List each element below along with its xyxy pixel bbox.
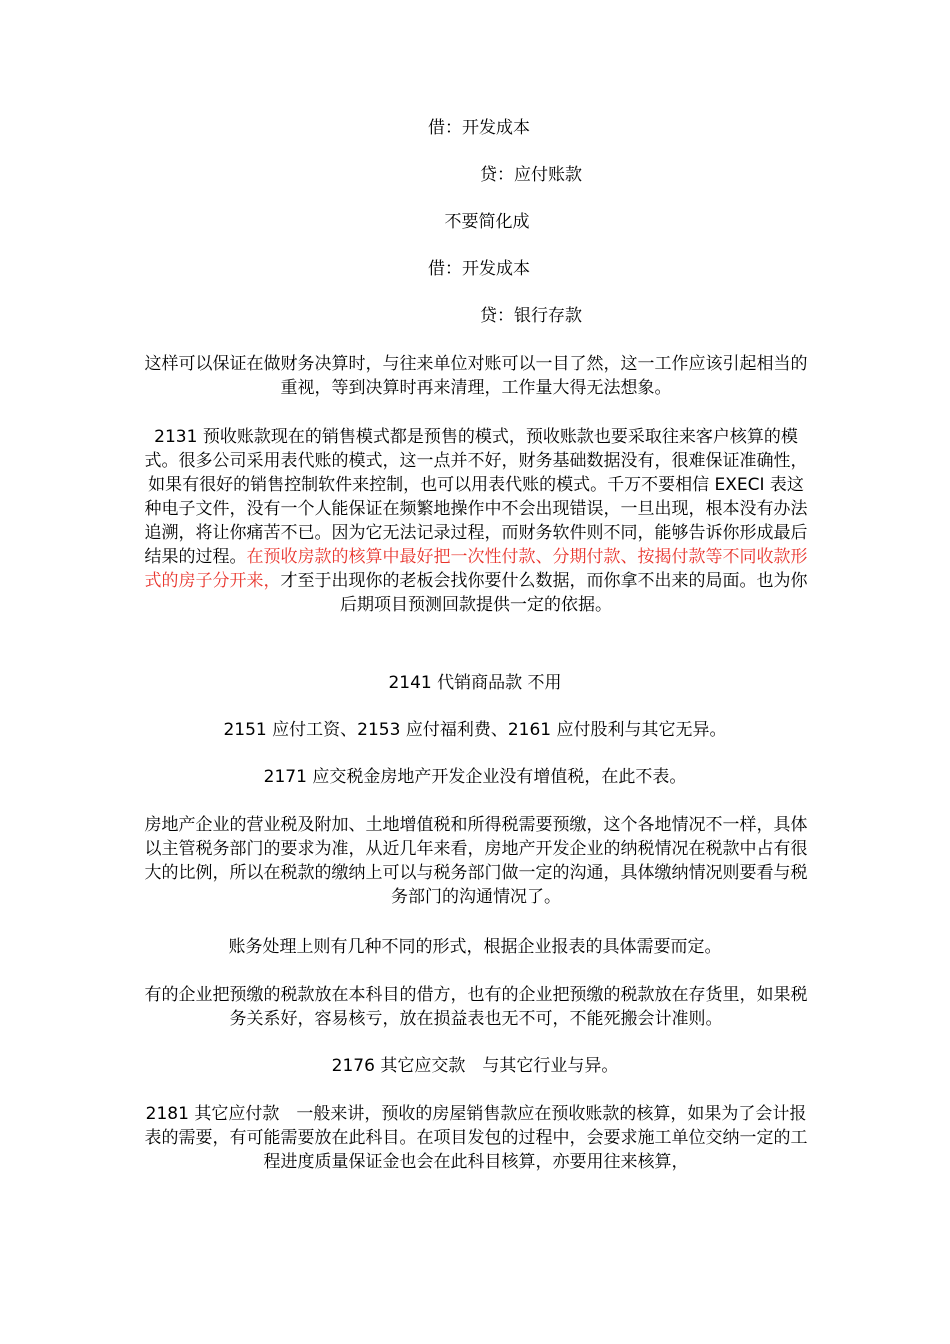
entry-debit-dev-cost: 借：开发成本 <box>428 118 530 138</box>
paragraph-reconciliation: 这样可以保证在做财务决算时，与往来单位对账可以一目了然，这一工作应该引起相当的重视，等到决算时再来清理，工作量大得无法想象。 <box>144 354 808 398</box>
paragraph-2131-highlight: 在预收房款的核算中最好把一次性付款、分期付款、按揭付款等不同收款形式的房子分开来， <box>144 547 808 591</box>
paragraph-2131-advance-receipts <box>140 425 812 617</box>
entry-credit-payable: 贷：应付账款 <box>480 165 582 185</box>
paragraph-accounting-forms: 账务处理上则有几种不同的形式，根据企业报表的具体需要而定。 <box>228 937 722 957</box>
paragraph-2131-text: 2131 预收账款现在的销售模式都是预售的模式，预收账款也要采取往来客户核算的模式。很多公司采用表代账的模式，这一点并不好，财务基础数据没有，很难保证准确性，如果有很好的销售控制软件来控制，也可以用表代账的模式。千万不要相信 EXECI 表这种电子文件，没有一个人能保证在频繁地操作中不会出现错误，一旦出现，根本没有办法追溯，将让你痛苦不已。因为它无法记录过程，而财务软件则不同，能够告诉你形成最后结果的过程。 <box>144 427 808 567</box>
paragraph-2131-text-end: 才至于出现你的老板会找你要什么数据，而你拿不出来的局面。也为你后期项目预测回款提供一定的依据。 <box>280 571 808 615</box>
heading-2171: 2171 应交税金房地产开发企业没有增值税，在此不表。 <box>263 767 687 787</box>
heading-2141: 2141 代销商品款 不用 <box>388 673 562 693</box>
heading-2176: 2176 其它应交款 与其它行业与异。 <box>331 1056 619 1076</box>
paragraph-tax-prepayment: 房地产企业的营业税及附加、土地增值税和所得税需要预缴，这个各地情况不一样，具体以主管税务部门的要求为准，从近几年来看，房地产开发企业的纳税情况在税款中占有很大的比例，所以在税款的缴纳上可以与税务部门做一定的沟通，具体缴纳情况则要看与税务部门的沟通情况了。 <box>144 815 808 907</box>
entry-debit-dev-cost-2: 借：开发成本 <box>428 259 530 279</box>
entry-credit-bank: 贷：银行存款 <box>480 306 582 326</box>
entry-note: 不要简化成 <box>444 212 530 232</box>
paragraph-2181-other-payables: 2181 其它应付款 一般来讲，预收的房屋销售款应在预收账款的核算，如果为了会计报表的需要，有可能需要放在此科目。在项目发包的过程中，会要求施工单位交纳一定的工程进度质量保证金也会在此科目核算，亦要用往来核算， <box>144 1104 808 1172</box>
heading-2151: 2151 应付工资、2153 应付福利费、2161 应付股利与其它无异。 <box>223 720 727 740</box>
paragraph-prepaid-tax-placement: 有的企业把预缴的税款放在本科目的借方，也有的企业把预缴的税款放在存货里，如果税务关系好，容易核亏，放在损益表也无不可，不能死搬会计准则。 <box>144 985 808 1029</box>
